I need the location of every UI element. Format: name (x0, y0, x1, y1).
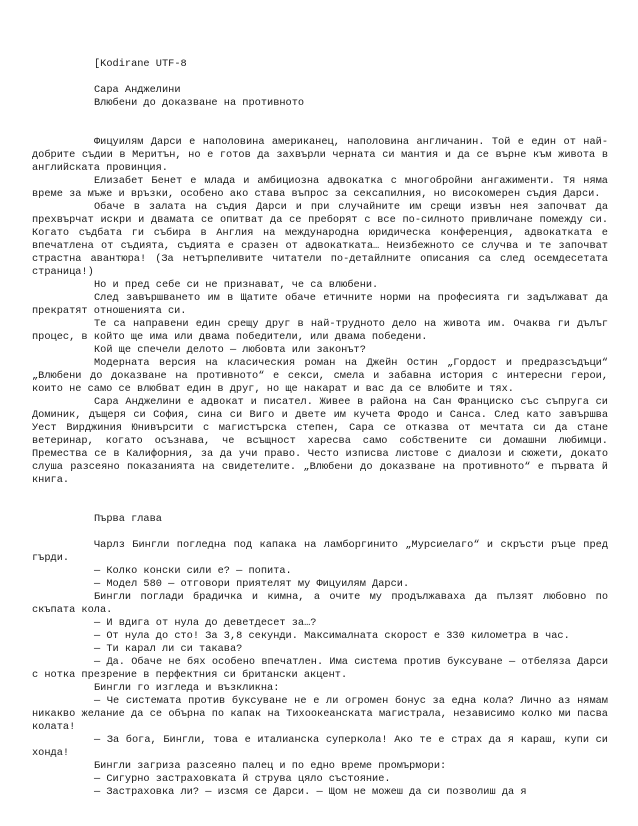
intro-paragraph: Кой ще спечели делото — любовта или законът? (94, 344, 366, 356)
chapter-paragraph: — От нула до сто! За 3,8 секунди. Максималната скорост е 330 километра в час. (94, 630, 570, 642)
chapter-paragraph: — Колко конски сили е? — попита. (94, 565, 292, 577)
chapter-paragraph: — За бога, Бингли, това е италианска суперкола! Ако те е страх да я караш, купи си хонда! (32, 734, 615, 759)
intro-paragraph: Елизабет Бенет е млада и амбициозна адвокатка с многобройни ангажименти. Тя няма време за мъже и връзки, особено ако става въпрос за сексапилния, но високомерен съдия Дарси. (32, 175, 615, 200)
intro-paragraph: Сара Анджелини е адвокат и писател. Живее в района на Сан Франциско със съпруга си Доминик, дъщеря си София, сина си Виго и двете им кучета Фродо и Санса. След като завършва Уест Вирджиния Юнивърсити с магистърска степен, Сара се отказва от мечтата си да стане ветеринар, когато осъзнава, че всъщност харесва само собствените си домашни любимци. Премества се в Калифорния, за да учи право. Често изписва листове с диалози и сюжети, докато слуша разсеяно показанията на свидетелите. „Влюбени до доказване на противното“ е първата й книга. (32, 396, 615, 486)
intro-paragraph: Модерната версия на класическия роман на Джейн Остин „Гордост и предразсъдъци“ „Влюбени до доказване на противното“ е секси, смела и забавна история с интересни герои, които не само се влюбват един в друг, но ще накарат и вас да се влюбите и тях. (32, 357, 615, 395)
encoding-line: [Kodirane UTF-8 (94, 58, 187, 70)
intro-paragraph: Но и пред себе си не признават, че са влюбени. (94, 279, 379, 291)
chapter-paragraph: — Че системата против буксуване не е ли огромен бонус за една кола? Лично аз нямам никакво желание да се обърна по капак на Тихоокеанската магистрала, независимо колко ми пасва колата! (32, 695, 615, 733)
intro-paragraph: Фицуилям Дарси е наполовина американец, наполовина англичанин. Той е един от най-добрите съдии в Меритън, но е готов да захвърли черната си мантия и да се върне към живота в английската провинция. (32, 136, 615, 174)
chapter-paragraph: Бингли го изгледа и възкликна: (94, 682, 280, 694)
chapter-paragraph: — Модел 580 — отговори приятелят му Фицуилям Дарси. (94, 578, 410, 590)
document-body (32, 58, 615, 799)
intro-paragraph: След завършването им в Щатите обаче етичните норми на професията ги задължават да прекратят отношенията си. (32, 292, 615, 317)
book-title: Влюбени до доказване на противното (94, 97, 305, 109)
chapter-paragraph: — И вдига от нула до деветдесет за…? (94, 617, 317, 629)
chapter-paragraph: Бингли поглади брадичка и кимна, а очите му продължаваха да пълзят любовно по скъпата кола. (32, 591, 615, 616)
chapter-paragraph: — Застраховка ли? — изсмя се Дарси. — Щом не можеш да си позволиш да я (94, 786, 527, 798)
chapter-paragraph: — Ти карал ли си такава? (94, 643, 243, 655)
chapter-paragraph: — Сигурно застраховката й струва цяло състояние. (94, 773, 391, 785)
chapter-heading: Първа глава (94, 513, 162, 525)
chapter-paragraph: Чарлз Бингли погледна под капака на ламборгинито „Мурсиелаго“ и скръсти ръце пред гърди. (32, 539, 615, 564)
chapter-paragraph: Бингли загриза разсеяно палец и по едно време промърмори: (94, 760, 447, 772)
intro-paragraph: Те са направени един срещу друг в най-трудното дело на живота им. Очаква ги дълъг процес, в който ще има или двама победители, или двама победени. (32, 318, 615, 343)
chapter-paragraph: — Да. Обаче не бях особено впечатлен. Има система против буксуване — отбеляза Дарси с нотка презрение в перфектния си британски акцент. (32, 656, 615, 681)
author-name: Сара Анджелини (94, 84, 181, 96)
intro-paragraph: Обаче в залата на съдия Дарси и при случайните им срещи извън нея започват да прехвърчат искри и двамата се опитват да се преборят с все по-силното привличане помежду си. Когато съдбата ги събира в Англия на международна юридическа конференция, адвокатката е впечатлена от съдията, съдията е сразен от адвокатката… Неизбежното се случва и те започват страстна авантюра! (За нетърпеливите читатели по-детайлните описания са след осемдесетата страница!) (32, 201, 615, 278)
